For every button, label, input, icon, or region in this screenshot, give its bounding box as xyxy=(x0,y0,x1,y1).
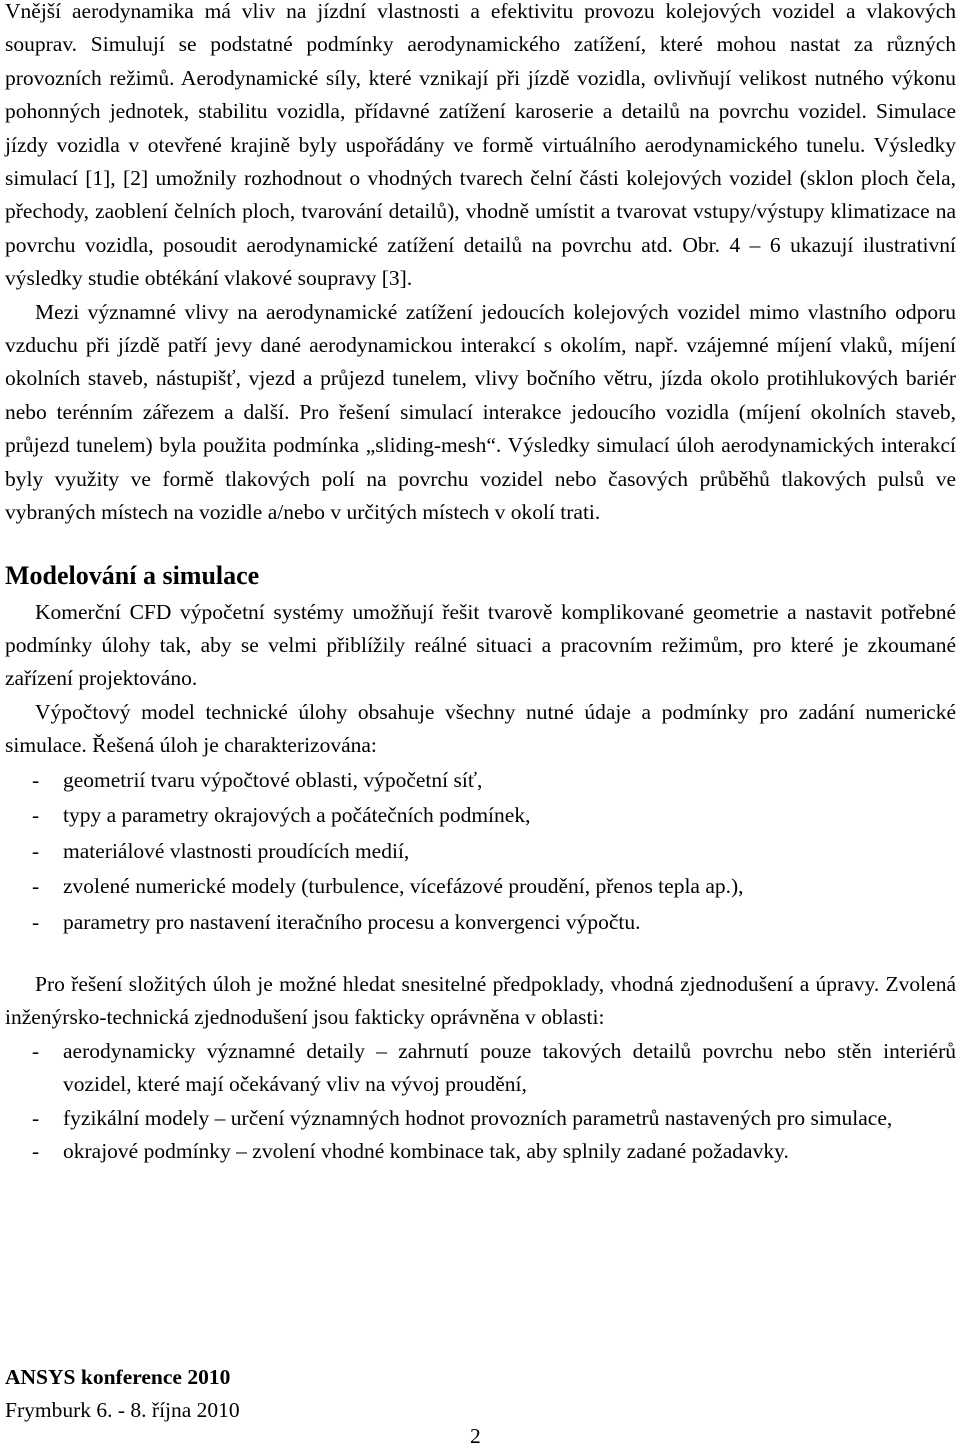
dash-marker: - xyxy=(32,838,40,863)
section-heading: Modelování a simulace xyxy=(5,560,260,590)
list-item xyxy=(5,798,956,834)
intro-paragraph-2: Mezi významné vlivy na aerodynamické zatížení jedoucích kolejových vozidel mimo vlastního odporu vzduchu při jízdě patří jevy dané aerodynamickou interakcí s okolím, např. vzájemné míjení vlaků, míjení okolních staveb, nástupišť, vjezd a průjezd tunelem, vlivy bočního větru, jízda okolo protihlukových bariér nebo terénním zářezem a další. Pro řešení simulací interakce jedoucího vozidla (míjení okolních staveb, průjezd tunelem) byla použita podmínka „sliding-mesh“. Výsledky simulací úloh aerodynamických interakcí byly využity ve formě tlakových polí na povrchu vozidel nebo časových průběhů tlakových pulsů ve vybraných místech na vozidle a/nebo v určitých místech v okolí trati. xyxy=(5,299,956,525)
simplify-list xyxy=(5,1035,956,1169)
list-item-text: zvolené numerické modely (turbulence, vícefázové proudění, přenos tepla ap.), xyxy=(63,874,744,899)
list-item xyxy=(5,1102,956,1135)
model-list xyxy=(5,763,956,941)
list-item xyxy=(5,834,956,870)
dash-marker: - xyxy=(32,1105,40,1130)
list-item-text: aerodynamicky významné detaily – zahrnutí pouze takových detailů povrchu nebo stěn interiérů vozidel, které mají očekávaný vliv na vývoj proudění, xyxy=(63,1038,956,1097)
dash-marker: - xyxy=(32,803,40,828)
conference-name: ANSYS konference 2010 xyxy=(5,1365,231,1389)
list-item-text: geometrií tvaru výpočtové oblasti, výpočetní síť, xyxy=(63,767,483,792)
conference-place-date: Frymburk 6. - 8. října 2010 xyxy=(5,1398,240,1422)
list-item-text: materiálové vlastnosti proudících medií, xyxy=(63,838,410,863)
dash-marker: - xyxy=(32,874,40,899)
dash-marker: - xyxy=(32,1038,40,1063)
dash-marker: - xyxy=(32,767,40,792)
simplify-paragraph: Pro řešení složitých úloh je možné hledat snesitelné předpoklady, vhodná zjednodušení a úpravy. Zvolená inženýrsko-technická zjednodušení jsou fakticky oprávněna v oblasti: xyxy=(5,972,956,1030)
list-item xyxy=(5,763,956,799)
list-item-text: fyzikální modely – určení významných hodnot provozních parametrů nastavených pro simulace, xyxy=(63,1105,893,1130)
list-item-text: typy a parametry okrajových a počátečních podmínek, xyxy=(63,803,531,828)
list-item xyxy=(5,1035,956,1102)
cfd-paragraph: Komerční CFD výpočetní systémy umožňují řešit tvarově komplikované geometrie a nastavit potřebné podmínky úlohy tak, aby se velmi přiblížily reálné situaci a pracovním režimům, pro které je zkoumané zařízení projektováno. xyxy=(5,599,956,691)
dash-marker: - xyxy=(32,1139,40,1164)
list-item-text: okrajové podmínky – zvolení vhodné kombinace tak, aby splnily zadané požadavky. xyxy=(63,1139,789,1164)
document-page xyxy=(5,0,956,1168)
page-footer xyxy=(5,1361,240,1427)
model-paragraph: Výpočtový model technické úlohy obsahuje všechny nutné údaje a podmínky pro zadání numerické simulace. Řešená úloh je charakterizována: xyxy=(5,699,956,758)
list-item-text: parametry pro nastavení iteračního procesu a konvergenci výpočtu. xyxy=(63,909,641,934)
list-item xyxy=(5,869,956,905)
list-item xyxy=(5,905,956,941)
dash-marker: - xyxy=(32,909,40,934)
intro-paragraph-1: Vnější aerodynamika má vliv na jízdní vlastnosti a efektivitu provozu kolejových vozidel a vlakových souprav. Simulují se podstatné podmínky aerodynamického zatížení, které mohou nastat za různých provozních režimů. Aerodynamické síly, které vznikají při jízdě vozidla, ovlivňují velikost nutného výkonu pohonných jednotek, stabilitu vozidla, přídavné zatížení karoserie a detailů na povrchu vozidel. Simulace jízdy vozidla v otevřené krajině byly uspořádány ve formě virtuálního aerodynamického tunelu. Výsledky simulací [1], [2] umožnily rozhodnout o vhodných tvarech čelní části kolejových vozidel (sklon ploch čela, přechody, zaoblení čelních ploch, tvarování detailů), vhodně umístit a tvarovat vstupy/výstupy klimatizace na povrchu vozidla, posoudit aerodynamické zatížení detailů na povrchu atd. Obr. 4 – 6 ukazují ilustrativní výsledky studie obtékání vlakové soupravy [3]. xyxy=(5,0,956,291)
page-number: 2 xyxy=(470,1424,481,1448)
list-item xyxy=(5,1135,956,1168)
